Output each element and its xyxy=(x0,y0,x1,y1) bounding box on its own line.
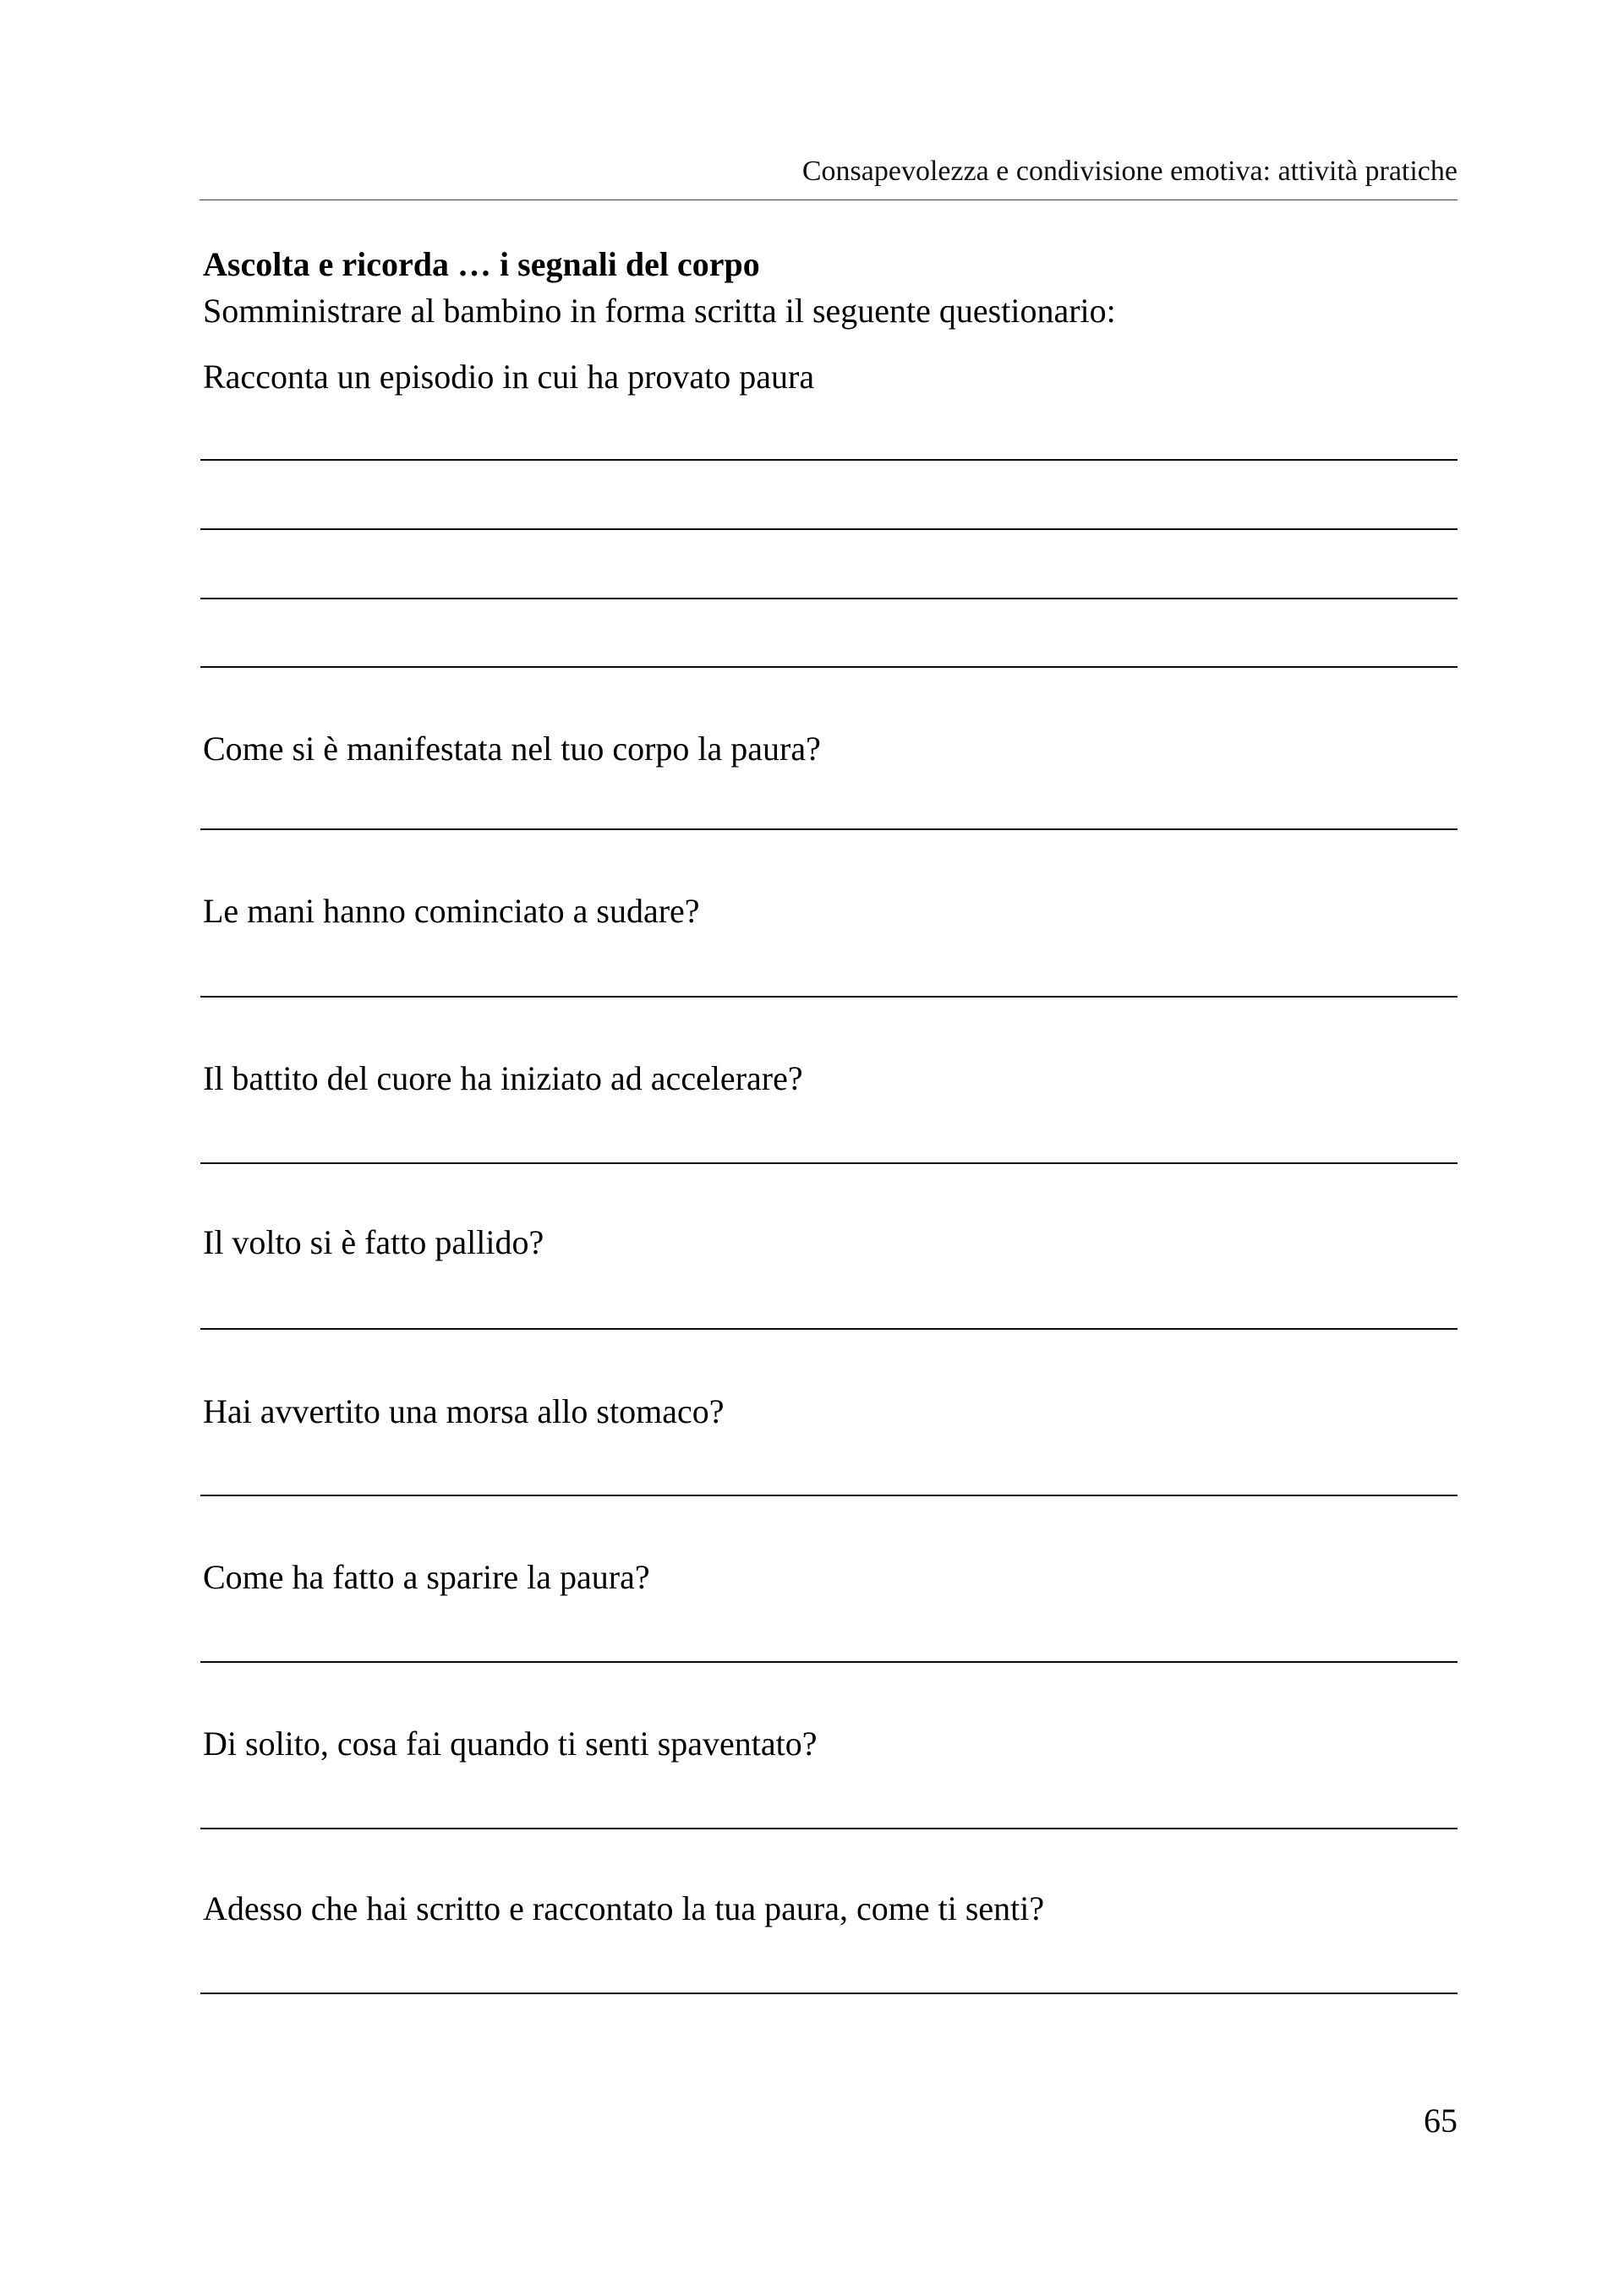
prompt-text: Racconta un episodio in cui ha provato paura xyxy=(203,358,815,396)
question-text: Di solito, cosa fai quando ti senti spaventato? xyxy=(203,1725,818,1763)
question-text: Adesso che hai scritto e raccontato la tua paura, come ti senti? xyxy=(203,1889,1045,1927)
answer-line xyxy=(200,528,1458,530)
answer-line xyxy=(200,996,1458,998)
question-text: Le mani hanno cominciato a sudare? xyxy=(203,892,700,930)
page-number: 65 xyxy=(1424,2102,1458,2140)
question-text: Come si è manifestata nel tuo corpo la paura? xyxy=(203,730,821,768)
answer-line xyxy=(200,598,1458,599)
question-text: Hai avvertito una morsa allo stomaco? xyxy=(203,1392,725,1430)
section-title: Ascolta e ricorda … i segnali del corpo xyxy=(203,245,760,283)
answer-line xyxy=(200,1993,1458,1994)
instruction-text: Somministrare al bambino in forma scritta il seguente questionario: xyxy=(203,292,1116,330)
answer-line xyxy=(200,1661,1458,1663)
question-text: Il battito del cuore ha iniziato ad accelerare? xyxy=(203,1059,803,1097)
question-text: Il volto si è fatto pallido? xyxy=(203,1223,544,1261)
answer-line xyxy=(200,1162,1458,1164)
answer-line xyxy=(200,1495,1458,1496)
answer-line xyxy=(200,1828,1458,1829)
running-header: Consapevolezza e condivisione emotiva: attività pratiche xyxy=(801,156,1458,187)
answer-line xyxy=(200,459,1458,461)
answer-line xyxy=(200,1328,1458,1330)
answer-line xyxy=(200,828,1458,830)
question-text: Come ha fatto a sparire la paura? xyxy=(203,1558,650,1596)
answer-line xyxy=(200,666,1458,668)
